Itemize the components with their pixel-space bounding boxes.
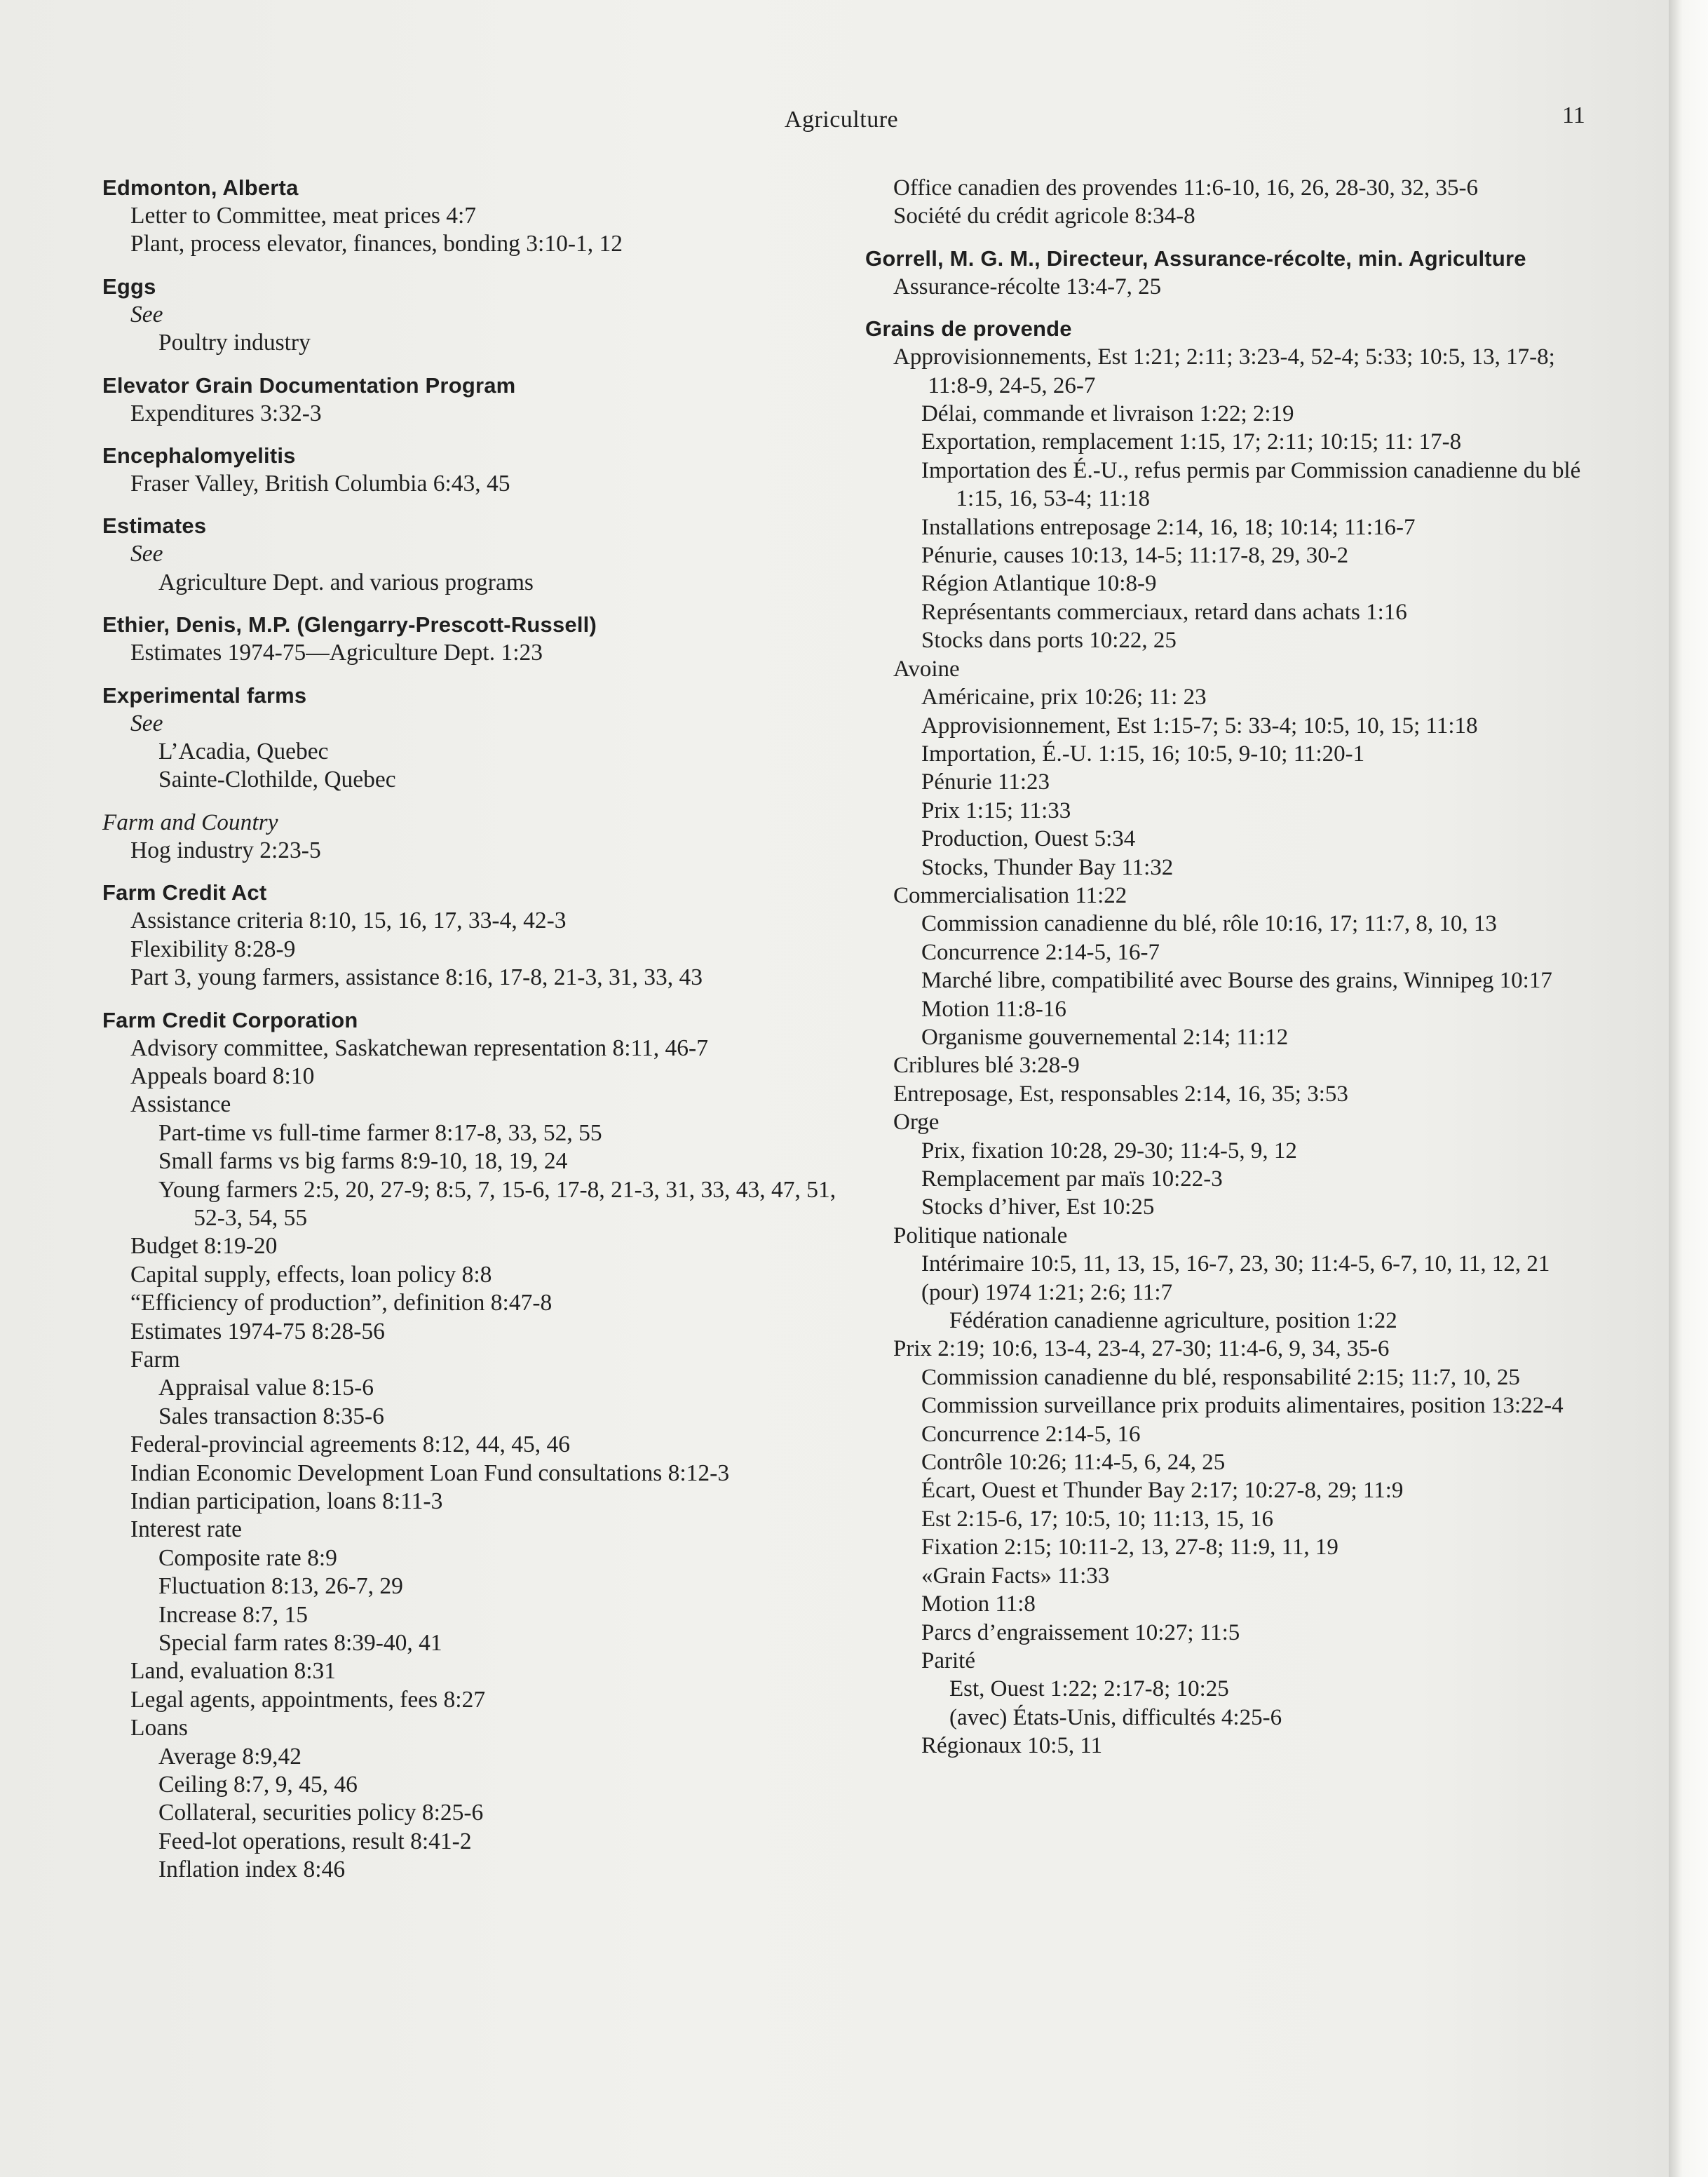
entry-line: Average 8:9,42 xyxy=(158,1743,302,1770)
entry-line: Indian participation, loans 8:11-3 xyxy=(130,1488,443,1514)
entry-heading: Gorrell, M. G. M., Directeur, Assurance-récolte, min. Agriculture xyxy=(865,245,1526,271)
entry-line: Fixation 2:15; 10:11-2, 13, 27-8; 11:9, 11, 19 xyxy=(921,1535,1338,1561)
index-entry xyxy=(102,442,867,498)
entry-line: Criblures blé 3:28-9 xyxy=(893,1053,1080,1079)
entry-line: Installations entreposage 2:14, 16, 18; 10:14; 11:16-7 xyxy=(921,514,1416,540)
entry-line: Approvisionnement, Est 1:15-7; 5: 33-4; 10:5, 10, 15; 11:18 xyxy=(921,713,1478,739)
entry-line: Prix 2:19; 10:6, 13-4, 23-4, 27-30; 11:4-6, 9, 34, 35-6 xyxy=(893,1336,1390,1362)
entry-line: Remplacement par maïs 10:22-3 xyxy=(921,1166,1223,1192)
entry-line: Motion 11:8 xyxy=(921,1591,1036,1617)
entry-line: Expenditures 3:32-3 xyxy=(130,400,322,426)
see-reference: See xyxy=(130,710,163,736)
right-column xyxy=(865,174,1606,1774)
index-entry xyxy=(102,174,867,259)
entry-line: Importation, É.-U. 1:15, 16; 10:5, 9-10; 11:20-1 xyxy=(921,741,1365,767)
entry-heading: Grains de provende xyxy=(865,316,1072,342)
entry-line: Commercialisation 11:22 xyxy=(893,882,1127,908)
entry-heading: Estimates xyxy=(102,513,207,539)
entry-line: Assurance-récolte 13:4-7, 25 xyxy=(893,274,1162,299)
entry-line: Appraisal value 8:15-6 xyxy=(158,1375,374,1401)
entry-heading: Edmonton, Alberta xyxy=(102,175,299,200)
entry-line: Avoine xyxy=(893,656,960,682)
entry-line: Land, evaluation 8:31 xyxy=(130,1658,337,1685)
entry-line: Prix 1:15; 11:33 xyxy=(921,797,1071,823)
entry-line: Écart, Ouest et Thunder Bay 2:17; 10:27-8, 29; 11:9 xyxy=(921,1478,1404,1504)
index-entry xyxy=(102,372,867,428)
entry-line: Advisory committee, Saskatchewan representation 8:11, 46-7 xyxy=(130,1034,708,1061)
entry-line: Concurrence 2:14-5, 16-7 xyxy=(921,939,1160,965)
entry-line: Entreposage, Est, responsables 2:14, 16, 35; 3:53 xyxy=(893,1081,1348,1107)
entry-line: Special farm rates 8:39-40, 41 xyxy=(158,1630,442,1657)
entry-line: Est, Ouest 1:22; 2:17-8; 10:25 xyxy=(949,1676,1229,1702)
entry-line: Flexibility 8:28-9 xyxy=(130,936,296,962)
entry-line: L’Acadia, Quebec xyxy=(158,739,329,765)
entry-line: (avec) États-Unis, difficultés 4:25-6 xyxy=(949,1704,1282,1730)
entry-line: Plant, process elevator, finances, bonding 3:10-1, 12 xyxy=(130,231,623,257)
entry-line: Farm xyxy=(130,1346,180,1373)
entry-line: Contrôle 10:26; 11:4-5, 6, 24, 25 xyxy=(921,1450,1226,1476)
index-entry xyxy=(102,611,867,667)
index-entry xyxy=(865,174,1606,231)
entry-line: Indian Economic Development Loan Fund consultations 8:12-3 xyxy=(130,1460,730,1486)
entry-line: Appeals board 8:10 xyxy=(130,1063,315,1089)
entry-line: Sales transaction 8:35-6 xyxy=(158,1403,384,1429)
entry-line: Stocks d’hiver, Est 10:25 xyxy=(921,1194,1155,1220)
entry-line: Délai, commande et livraison 1:22; 2:19 xyxy=(921,401,1294,427)
entry-line: Motion 11:8-16 xyxy=(921,996,1066,1022)
entry-line: Poultry industry xyxy=(158,330,311,356)
entry-line: Américaine, prix 10:26; 11: 23 xyxy=(921,685,1207,710)
entry-line: Régionaux 10:5, 11 xyxy=(921,1733,1103,1759)
index-entry xyxy=(865,245,1606,301)
entry-line: Letter to Committee, meat prices 4:7 xyxy=(130,203,477,229)
entry-line: Importation des É.-U., refus permis par Commission canadienne du blé 1:15, 16, 53-4; 11:18 xyxy=(921,457,1581,512)
entry-line: Estimates 1974-75—Agriculture Dept. 1:23 xyxy=(130,640,543,666)
entry-heading: Elevator Grain Documentation Program xyxy=(102,372,516,398)
see-reference: See xyxy=(130,541,163,567)
entry-line: “Efficiency of production”, definition 8:47-8 xyxy=(130,1290,553,1316)
left-column xyxy=(102,174,867,1899)
entry-line: (pour) 1974 1:21; 2:6; 11:7 xyxy=(921,1279,1173,1305)
entry-line: Capital supply, effects, loan policy 8:8 xyxy=(130,1261,492,1288)
entry-line: Collateral, securities policy 8:25-6 xyxy=(158,1800,484,1826)
entry-line: Intérimaire 10:5, 11, 13, 15, 16-7, 23, 30; 11:4-5, 6-7, 10, 11, 12, 21 xyxy=(921,1251,1550,1277)
entry-line: Agriculture Dept. and various programs xyxy=(158,569,534,595)
entry-heading: Farm Credit Act xyxy=(102,880,267,905)
entry-line: Fédération canadienne agriculture, position 1:22 xyxy=(949,1308,1397,1334)
entry-line: Office canadien des provendes 11:6-10, 16, 26, 28-30, 32, 35-6 xyxy=(893,175,1478,201)
entry-line: Part 3, young farmers, assistance 8:16, 17-8, 21-3, 31, 33, 43 xyxy=(130,964,703,991)
page-edge xyxy=(1669,0,1708,2177)
entry-line: Société du crédit agricole 8:34-8 xyxy=(893,203,1195,229)
page-number: 11 xyxy=(1562,102,1585,128)
entry-line: Région Atlantique 10:8-9 xyxy=(921,571,1157,597)
index-entry xyxy=(102,512,867,597)
entry-line: Commission canadienne du blé, rôle 10:16, 17; 11:7, 8, 10, 13 xyxy=(921,911,1497,937)
entry-line: Estimates 1974-75 8:28-56 xyxy=(130,1318,385,1344)
entry-line: Stocks, Thunder Bay 11:32 xyxy=(921,854,1174,880)
entry-line: Marché libre, compatibilité avec Bourse des grains, Winnipeg 10:17 xyxy=(921,968,1552,994)
entry-line: Small farms vs big farms 8:9-10, 18, 19, 24 xyxy=(158,1148,568,1175)
entry-line: Exportation, remplacement 1:15, 17; 2:11; 10:15; 11: 17-8 xyxy=(921,429,1462,455)
entry-line: Fluctuation 8:13, 26-7, 29 xyxy=(158,1573,403,1600)
entry-line: Part-time vs full-time farmer 8:17-8, 33, 52, 55 xyxy=(158,1119,602,1146)
entry-line: Composite rate 8:9 xyxy=(158,1544,337,1571)
index-entry xyxy=(102,1006,867,1885)
entry-line: Concurrence 2:14-5, 16 xyxy=(921,1421,1141,1447)
entry-heading: Farm and Country xyxy=(102,809,278,835)
entry-line: Federal-provincial agreements 8:12, 44, 45, 46 xyxy=(130,1431,571,1458)
entry-line: Prix, fixation 10:28, 29-30; 11:4-5, 9, 12 xyxy=(921,1138,1297,1164)
entry-line: Fraser Valley, British Columbia 6:43, 45 xyxy=(130,471,510,497)
see-reference: See xyxy=(130,301,163,328)
entry-line: Production, Ouest 5:34 xyxy=(921,826,1136,852)
entry-heading: Experimental farms xyxy=(102,682,307,708)
entry-line: «Grain Facts» 11:33 xyxy=(921,1563,1110,1589)
entry-heading: Encephalomyelitis xyxy=(102,443,296,469)
entry-line: Organisme gouvernemental 2:14; 11:12 xyxy=(921,1024,1289,1050)
index-entry xyxy=(102,273,867,358)
index-entry xyxy=(102,682,867,795)
entry-line: Représentants commerciaux, retard dans achats 1:16 xyxy=(921,599,1407,625)
entry-line: Orge xyxy=(893,1110,940,1135)
entry-line: Parité xyxy=(921,1647,975,1673)
entry-line: Young farmers 2:5, 20, 27-9; 8:5, 7, 15-6, 17-8, 21-3, 31, 33, 43, 47, 51, 52-3, 54, 55 xyxy=(158,1176,836,1231)
entry-heading: Eggs xyxy=(102,274,156,299)
index-entry xyxy=(865,315,1606,1760)
index-entry xyxy=(102,879,867,992)
entry-line: Commission canadienne du blé, responsabilité 2:15; 11:7, 10, 25 xyxy=(921,1364,1520,1390)
entry-line: Assistance criteria 8:10, 15, 16, 17, 33-4, 42-3 xyxy=(130,908,567,934)
entry-heading: Ethier, Denis, M.P. (Glengarry-Prescott-Russell) xyxy=(102,612,597,638)
entry-line: Legal agents, appointments, fees 8:27 xyxy=(130,1686,486,1713)
entry-line: Stocks dans ports 10:22, 25 xyxy=(921,628,1177,654)
entry-line: Assistance xyxy=(130,1091,231,1118)
entry-line: Ceiling 8:7, 9, 45, 46 xyxy=(158,1772,358,1798)
running-title: Agriculture xyxy=(784,107,899,133)
index-entry xyxy=(102,809,867,865)
entry-line: Pénurie, causes 10:13, 14-5; 11:17-8, 29, 30-2 xyxy=(921,543,1349,569)
entry-line: Pénurie 11:23 xyxy=(921,769,1050,795)
entry-line: Sainte-Clothilde, Quebec xyxy=(158,767,396,793)
entry-heading: Farm Credit Corporation xyxy=(102,1007,358,1032)
entry-line: Politique nationale xyxy=(893,1222,1068,1248)
entry-line: Commission surveillance prix produits alimentaires, position 13:22-4 xyxy=(921,1393,1564,1419)
entry-line: Hog industry 2:23-5 xyxy=(130,837,321,863)
entry-line: Budget 8:19-20 xyxy=(130,1233,278,1260)
entry-line: Feed-lot operations, result 8:41-2 xyxy=(158,1828,472,1854)
entry-line: Increase 8:7, 15 xyxy=(158,1601,309,1628)
entry-line: Est 2:15-6, 17; 10:5, 10; 11:13, 15, 16 xyxy=(921,1506,1274,1532)
entry-line: Approvisionnements, Est 1:21; 2:11; 3:23-4, 52-4; 5:33; 10:5, 13, 17-8; 11:8-9, 24-5, 26-7 xyxy=(893,344,1555,398)
entry-line: Loans xyxy=(130,1715,188,1741)
entry-line: Interest rate xyxy=(130,1516,243,1543)
entry-line: Inflation index 8:46 xyxy=(158,1856,346,1883)
entry-line: Parcs d’engraissement 10:27; 11:5 xyxy=(921,1619,1240,1645)
